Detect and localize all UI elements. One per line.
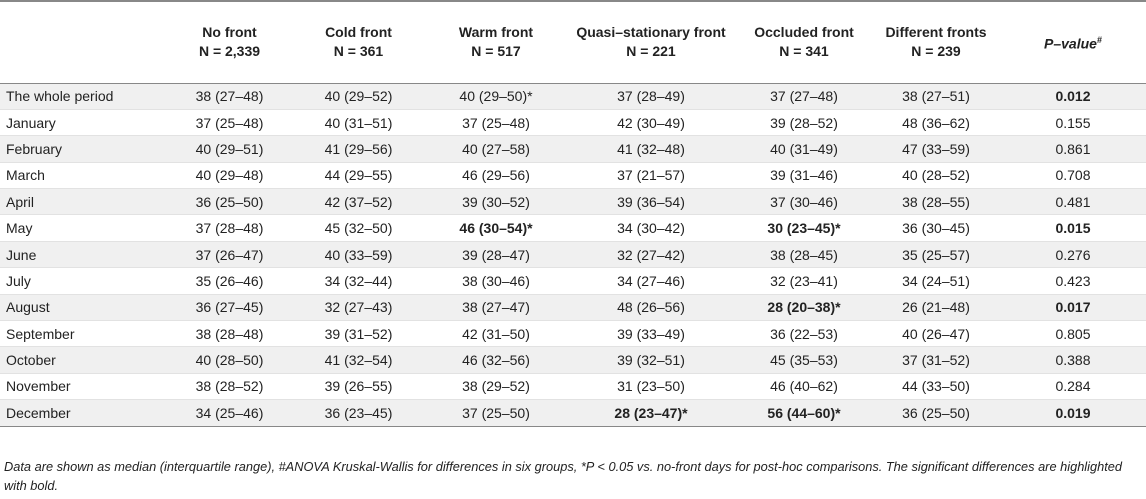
table-cell: 37 (21–57): [566, 162, 736, 188]
table-cell: 46 (32–56): [426, 347, 566, 373]
row-label: December: [0, 400, 168, 426]
header-label: Different fronts: [885, 24, 987, 41]
table-footnote: Data are shown as median (interquartile range), #ANOVA Kruskal-Wallis for differences in six groups, *P < 0.05 vs. no-front days for post-hoc comparisons. The significant differences are highlighted with bold.: [4, 459, 1123, 493]
header-label: Warm front: [458, 24, 534, 41]
table-cell: 40 (31–49): [736, 136, 872, 162]
table-cell: 34 (32–44): [291, 268, 426, 294]
table-cell: 36 (23–45): [291, 400, 426, 426]
row-label: September: [0, 321, 168, 347]
table-cell: 39 (28–52): [736, 109, 872, 135]
row-label: May: [0, 215, 168, 241]
header-cell-period: [0, 1, 168, 83]
table-row: [0, 321, 1146, 347]
table-cell: 37 (27–48): [736, 83, 872, 109]
table-cell: 44 (29–55): [291, 162, 426, 188]
p-value-cell: 0.276: [1000, 241, 1146, 267]
table-cell: 32 (27–42): [566, 241, 736, 267]
row-label: March: [0, 162, 168, 188]
table-cell: 36 (30–45): [872, 215, 1000, 241]
table-cell: 39 (30–52): [426, 189, 566, 215]
header-p-value: [1000, 1, 1146, 83]
table-cell: 39 (28–47): [426, 241, 566, 267]
header-label: Occluded front: [754, 24, 854, 41]
table-row: [0, 215, 1146, 241]
table-cell: 48 (26–56): [566, 294, 736, 320]
table-cell: 39 (31–52): [291, 321, 426, 347]
table-cell: 37 (28–49): [566, 83, 736, 109]
p-value-cell: 0.708: [1000, 162, 1146, 188]
table-cell: 46 (30–54)*: [426, 215, 566, 241]
table-cell: 34 (27–46): [566, 268, 736, 294]
table-cell: 44 (33–50): [872, 373, 1000, 399]
header-label: Quasi–stationary front: [576, 24, 726, 41]
table-cell: 40 (28–52): [872, 162, 1000, 188]
table-cell: 38 (27–47): [426, 294, 566, 320]
table-cell: 45 (35–53): [736, 347, 872, 373]
table-cell: 46 (40–62): [736, 373, 872, 399]
header-n: N = 221: [626, 43, 676, 60]
table-cell: 34 (24–51): [872, 268, 1000, 294]
table-cell: 48 (36–62): [872, 109, 1000, 135]
table-row: [0, 294, 1146, 320]
table-cell: 34 (25–46): [168, 400, 291, 426]
row-label: November: [0, 373, 168, 399]
table-cell: 40 (29–50)*: [426, 83, 566, 109]
table-cell: 37 (31–52): [872, 347, 1000, 373]
table-cell: 40 (28–50): [168, 347, 291, 373]
table-row: [0, 241, 1146, 267]
table-cell: 42 (31–50): [426, 321, 566, 347]
table-cell: 36 (25–50): [168, 189, 291, 215]
table-cell: 38 (30–46): [426, 268, 566, 294]
table-cell: 26 (21–48): [872, 294, 1000, 320]
header-n: N = 361: [333, 43, 384, 60]
p-value-cell: 0.388: [1000, 347, 1146, 373]
table-cell: 38 (28–45): [736, 241, 872, 267]
p-value-cell: 0.012: [1000, 83, 1146, 109]
table-cell: 37 (26–47): [168, 241, 291, 267]
header-n: N = 341: [779, 43, 829, 60]
p-value-cell: 0.861: [1000, 136, 1146, 162]
table-cell: 32 (27–43): [291, 294, 426, 320]
header-warm-front: [426, 1, 566, 83]
p-value-cell: 0.805: [1000, 321, 1146, 347]
table-cell: 37 (25–48): [426, 109, 566, 135]
table-row: [0, 136, 1146, 162]
table-row: [0, 109, 1146, 135]
table-cell: 39 (33–49): [566, 321, 736, 347]
header-quasi-stationary-front: [566, 1, 736, 83]
table-body: [0, 83, 1146, 426]
row-label: July: [0, 268, 168, 294]
p-value-cell: 0.017: [1000, 294, 1146, 320]
table-cell: 40 (27–58): [426, 136, 566, 162]
header-occluded-front: [736, 1, 872, 83]
table-cell: 38 (27–51): [872, 83, 1000, 109]
table-cell: 46 (29–56): [426, 162, 566, 188]
header-cold-front: [291, 1, 426, 83]
table-row: [0, 162, 1146, 188]
table-row: [0, 268, 1146, 294]
table-row: [0, 373, 1146, 399]
table-cell: 34 (30–42): [566, 215, 736, 241]
p-value-cell: 0.019: [1000, 400, 1146, 426]
table-cell: 45 (32–50): [291, 215, 426, 241]
table-cell: 37 (25–50): [426, 400, 566, 426]
table-cell: 30 (23–45)*: [736, 215, 872, 241]
table-cell: 37 (28–48): [168, 215, 291, 241]
table-cell: 40 (29–52): [291, 83, 426, 109]
table-cell: 41 (29–56): [291, 136, 426, 162]
table-cell: 38 (28–48): [168, 321, 291, 347]
header-no-front: [168, 1, 291, 83]
table-cell: 35 (26–46): [168, 268, 291, 294]
row-label: February: [0, 136, 168, 162]
table-cell: 38 (28–52): [168, 373, 291, 399]
table-cell: 42 (30–49): [566, 109, 736, 135]
p-value-cell: 0.481: [1000, 189, 1146, 215]
header-label: Cold front: [325, 24, 392, 41]
table-cell: 38 (28–55): [872, 189, 1000, 215]
table-cell: 40 (26–47): [872, 321, 1000, 347]
p-value-cell: 0.015: [1000, 215, 1146, 241]
table-cell: 41 (32–48): [566, 136, 736, 162]
row-label: October: [0, 347, 168, 373]
table-cell: 40 (29–48): [168, 162, 291, 188]
table-cell: 39 (36–54): [566, 189, 736, 215]
table-cell: 56 (44–60)*: [736, 400, 872, 426]
table-cell: 36 (27–45): [168, 294, 291, 320]
table-cell: 28 (20–38)*: [736, 294, 872, 320]
header-n: N = 239: [911, 43, 961, 60]
table-row: [0, 189, 1146, 215]
header-label: No front: [202, 24, 257, 41]
table-row: [0, 83, 1146, 109]
table-cell: 37 (30–46): [736, 189, 872, 215]
table-cell: 42 (37–52): [291, 189, 426, 215]
table-row: [0, 400, 1146, 426]
table-cell: 41 (32–54): [291, 347, 426, 373]
table-cell: 40 (33–59): [291, 241, 426, 267]
table-cell: 28 (23–47)*: [566, 400, 736, 426]
table-cell: 31 (23–50): [566, 373, 736, 399]
table-cell: 32 (23–41): [736, 268, 872, 294]
row-label: The whole period: [0, 83, 168, 109]
table-cell: 35 (25–57): [872, 241, 1000, 267]
p-value-cell: 0.284: [1000, 373, 1146, 399]
table-cell: 36 (25–50): [872, 400, 1000, 426]
p-value-cell: 0.423: [1000, 268, 1146, 294]
row-label: January: [0, 109, 168, 135]
table-cell: 36 (22–53): [736, 321, 872, 347]
header-label: P–value: [1044, 35, 1097, 52]
header-n: N = 2,339: [198, 43, 261, 60]
p-value-cell: 0.155: [1000, 109, 1146, 135]
table-cell: 38 (29–52): [426, 373, 566, 399]
table-row: [0, 347, 1146, 373]
table-cell: 39 (32–51): [566, 347, 736, 373]
row-label: June: [0, 241, 168, 267]
header-row: [0, 1, 1146, 83]
row-label: August: [0, 294, 168, 320]
table-cell: 39 (31–46): [736, 162, 872, 188]
table-cell: 39 (26–55): [291, 373, 426, 399]
row-label: April: [0, 189, 168, 215]
table-cell: 37 (25–48): [168, 109, 291, 135]
table-cell: 38 (27–48): [168, 83, 291, 109]
table-cell: 40 (31–51): [291, 109, 426, 135]
table-cell: 40 (29–51): [168, 136, 291, 162]
header-different-fronts: [872, 1, 1000, 83]
header-n: N = 517: [471, 43, 521, 60]
table-cell: 47 (33–59): [872, 136, 1000, 162]
header-mark: #: [1096, 34, 1102, 45]
